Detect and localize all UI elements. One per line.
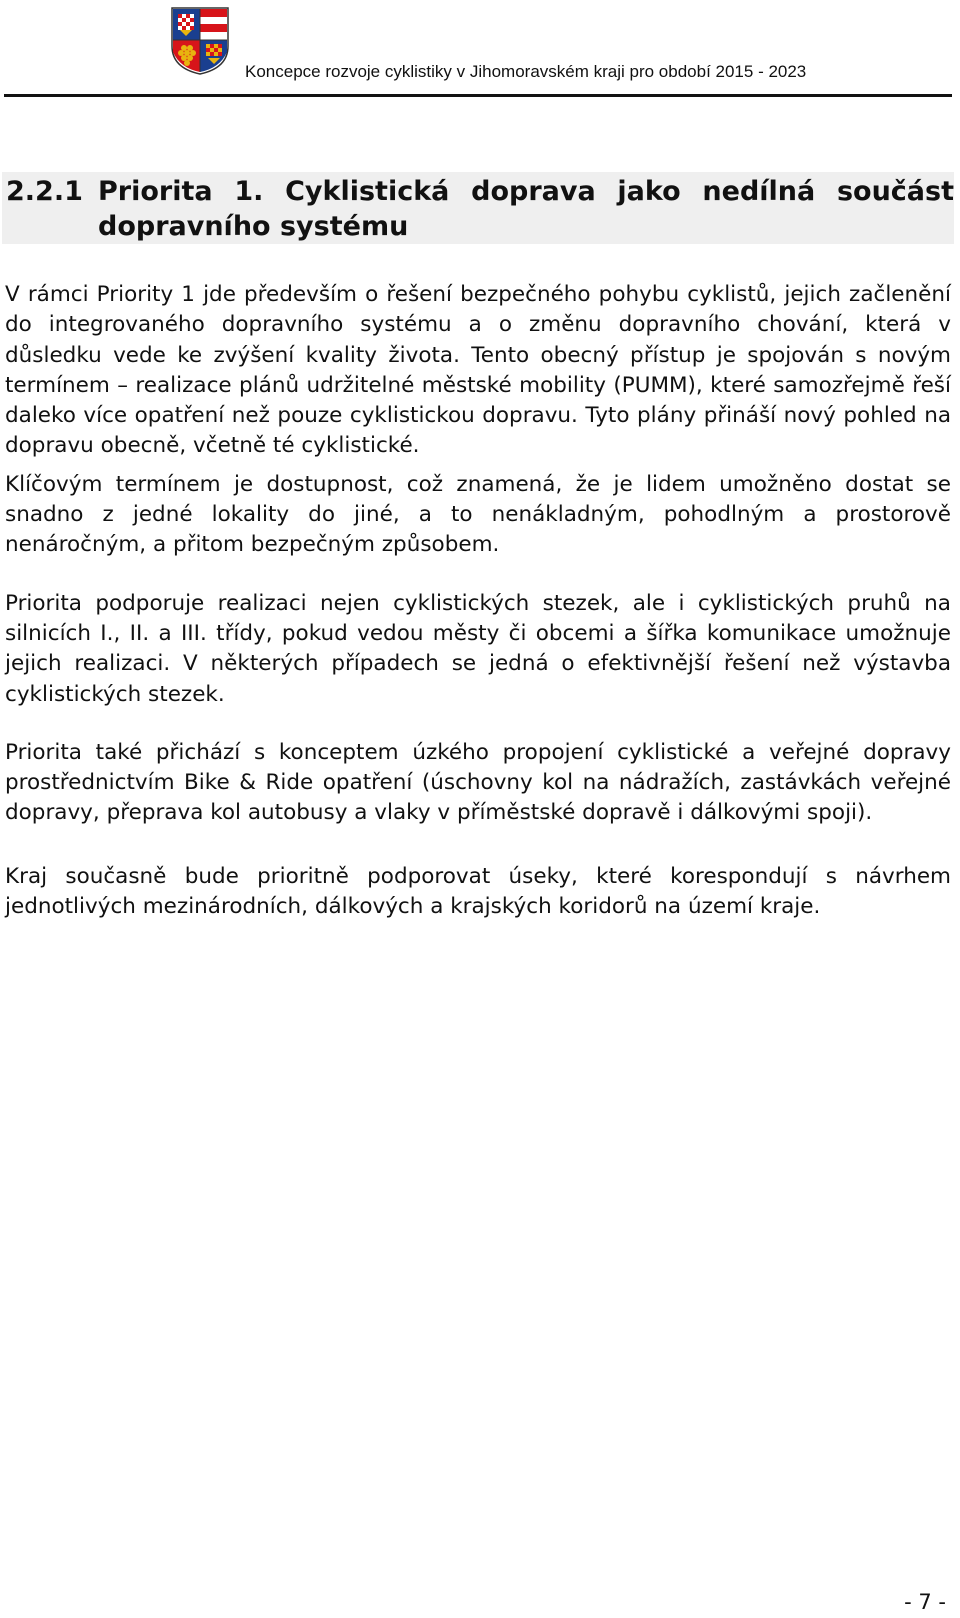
header-divider	[4, 94, 952, 97]
paragraph: Priorita také přichází s konceptem úzkého propojení cyklistické a veřejné dopravy prostřednictvím Bike & Ride opatření (úschovny kol na nádražích, zastávkách veřejné dopravy, přeprava kol autobusy a vlaky v příměstské dopravě i dálkovými spoji).	[5, 739, 951, 826]
document-title: Koncepce rozvoje cyklistiky v Jihomoravském kraji pro období 2015 - 2023	[245, 62, 807, 81]
paragraph: Klíčovým termínem je dostupnost, což znamená, že je lidem umožněno dostat se snadno z jedné lokality do jiné, a to nenákladným, pohodlným a prostorově nenáročným, a přitom bezpečným způsobem.	[5, 471, 951, 558]
paragraph: Kraj současně bude prioritně podporovat úseky, které korespondují s návrhem jednotlivých mezinárodních, dálkových a krajských koridorů na území kraje.	[5, 863, 951, 920]
page-number: - 7 -	[904, 1590, 946, 1614]
document-body	[5, 280, 951, 922]
section-heading	[2, 172, 954, 244]
section-number: 2.2.1	[6, 176, 83, 207]
page-header	[0, 0, 960, 100]
paragraph: V rámci Priority 1 jde především o řešení bezpečného pohybu cyklistů, jejich začlenění do integrovaného dopravního systému a o změnu dopravního chování, která v důsledku vede ke zvýšení kvality života. Tento obecný přístup je spojován s novým termínem – realizace plánů udržitelné městské mobility (PUMM), které samozřejmě řeší daleko více opatření než pouze cyklistickou dopravu. Tyto plány přináší nový pohled na dopravu obecně, včetně té cyklistické.	[5, 282, 951, 459]
section-title: Priorita 1. Cyklistická doprava jako nedílná součást dopravního systému	[98, 176, 954, 242]
regional-coat-of-arms-icon	[170, 6, 230, 76]
paragraph: Priorita podporuje realizaci nejen cyklistických stezek, ale i cyklistických pruhů na silnicích I., II. a III. třídy, pokud vedou městy či obcemi a šířka komunikace umožnuje jejich realizaci. V některých případech se jedná o efektivnější řešení než výstavba cyklistických stezek.	[5, 590, 951, 707]
